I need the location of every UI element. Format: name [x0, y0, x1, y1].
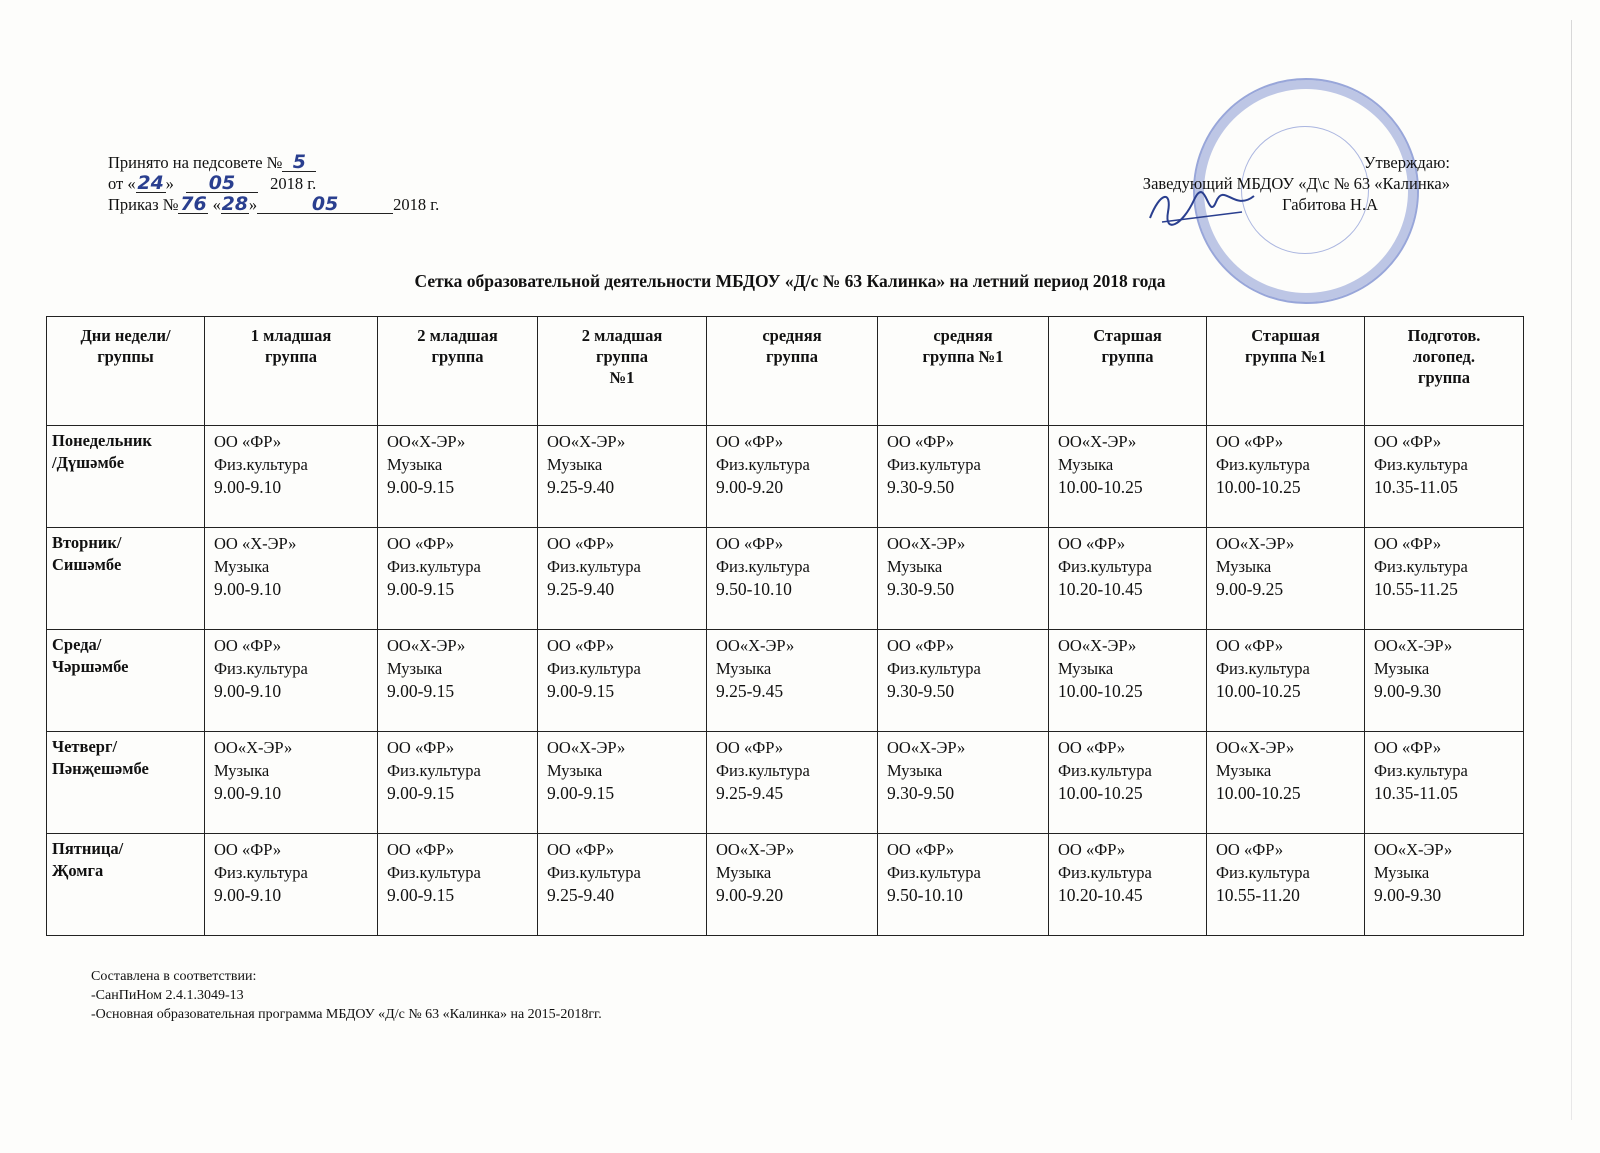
- schedule-cell: [878, 426, 1049, 528]
- activity-area: ОО «ФР»: [547, 534, 615, 553]
- order-number-field: [178, 194, 208, 214]
- activity-name: Музыка: [547, 761, 603, 780]
- activity-area: ОО «ФР»: [1374, 534, 1442, 553]
- activity-name: Физ.культура: [716, 557, 810, 576]
- activity-area: ОО«Х-ЭР»: [547, 738, 626, 757]
- activity-area: ОО «ФР»: [214, 840, 282, 859]
- schedule-cell: [878, 732, 1049, 834]
- date-prefix: от «: [108, 174, 136, 193]
- header-days: Дни недели/ группы: [47, 317, 205, 426]
- activity-name: Музыка: [1216, 761, 1272, 780]
- activity-time: 10.20-10.45: [1058, 885, 1143, 905]
- activity-name: Музыка: [387, 455, 443, 474]
- approver-position: Заведующий МБДОУ «Д\с № 63 «Калинка»: [1142, 174, 1450, 193]
- activity-area: ОО «ФР»: [1216, 840, 1284, 859]
- activity-time: 10.35-11.05: [1374, 783, 1458, 803]
- schedule-cell: [1365, 732, 1524, 834]
- activity-name: Музыка: [887, 761, 943, 780]
- header-group: Подготов. логопед. группа: [1365, 317, 1524, 426]
- activity-name: Музыка: [214, 761, 270, 780]
- activity-area: ОО «ФР»: [887, 840, 955, 859]
- activity-name: Музыка: [1374, 659, 1430, 678]
- activity-name: Музыка: [1058, 455, 1114, 474]
- schedule-cell: [205, 630, 378, 732]
- schedule-cell: [878, 834, 1049, 936]
- schedule-cell: [538, 426, 707, 528]
- activity-area: ОО«Х-ЭР»: [1374, 840, 1453, 859]
- activity-time: 9.25-9.45: [716, 681, 784, 701]
- activity-name: Физ.культура: [1058, 761, 1152, 780]
- activity-time: 9.00-9.20: [716, 885, 784, 905]
- month-field: [186, 173, 258, 193]
- activity-name: Музыка: [887, 557, 943, 576]
- activity-area: ОО «Х-ЭР»: [214, 534, 297, 553]
- approval-block: [1070, 152, 1450, 215]
- activity-time: 9.00-9.20: [716, 477, 784, 497]
- schedule-cell: [205, 528, 378, 630]
- schedule-cell: [707, 426, 878, 528]
- activity-time: 9.00-9.15: [387, 477, 455, 497]
- schedule-cell: [707, 732, 878, 834]
- activity-name: Физ.культура: [387, 557, 481, 576]
- activity-time: 10.55-11.25: [1374, 579, 1458, 599]
- activity-name: Музыка: [1058, 659, 1114, 678]
- header-group: 1 младшая группа: [205, 317, 378, 426]
- activity-time: 10.00-10.25: [1058, 783, 1143, 803]
- activity-area: ОО «ФР»: [1058, 738, 1126, 757]
- activity-area: ОО «ФР»: [716, 534, 784, 553]
- schedule-cell: [1365, 528, 1524, 630]
- activity-area: ОО«Х-ЭР»: [1058, 432, 1137, 451]
- activity-time: 9.25-9.45: [716, 783, 784, 803]
- schedule-cell: [1365, 630, 1524, 732]
- activity-name: Музыка: [1374, 863, 1430, 882]
- activity-area: ОО«Х-ЭР»: [1058, 636, 1137, 655]
- schedule-cell: [378, 732, 538, 834]
- protocol-number: 5: [292, 151, 306, 173]
- order-label: Приказ №: [108, 195, 179, 214]
- table-row: [47, 528, 1524, 630]
- schedule-cell: [1365, 426, 1524, 528]
- activity-name: Физ.культура: [887, 863, 981, 882]
- activity-time: 10.55-11.20: [1216, 885, 1300, 905]
- header-group: Старшая группа: [1049, 317, 1207, 426]
- approval-label: Утверждаю:: [1363, 153, 1450, 172]
- schedule-table: [46, 316, 1524, 936]
- header-group: 2 младшая группа: [378, 317, 538, 426]
- footer-notes: [91, 967, 602, 1024]
- activity-time: 9.30-9.50: [887, 477, 955, 497]
- activity-area: ОО«Х-ЭР»: [716, 636, 795, 655]
- date-month: 05: [208, 172, 236, 194]
- schedule-cell: [1049, 528, 1207, 630]
- activity-name: Физ.культура: [1374, 761, 1468, 780]
- activity-name: Физ.культура: [1058, 863, 1152, 882]
- header-group: средняя группа №1: [878, 317, 1049, 426]
- order-quote-close: »: [248, 195, 258, 214]
- activity-area: ОО«Х-ЭР»: [1216, 738, 1295, 757]
- activity-area: ОО «ФР»: [387, 534, 455, 553]
- activity-area: ОО «ФР»: [547, 840, 615, 859]
- header-group: средняя группа: [707, 317, 878, 426]
- activity-area: ОО «ФР»: [1216, 636, 1284, 655]
- activity-time: 9.00-9.10: [214, 579, 282, 599]
- schedule-cell: [378, 834, 538, 936]
- activity-time: 10.00-10.25: [1216, 681, 1301, 701]
- activity-time: 9.00-9.15: [387, 783, 455, 803]
- schedule-cell: [538, 528, 707, 630]
- activity-area: ОО «ФР»: [1058, 840, 1126, 859]
- footer-line: -СанПиНом 2.4.1.3049-13: [91, 988, 244, 1003]
- activity-name: Музыка: [214, 557, 270, 576]
- schedule-cell: [1049, 732, 1207, 834]
- schedule-cell: [1207, 426, 1365, 528]
- activity-area: ОО «ФР»: [214, 636, 282, 655]
- day-cell: Понедельник /Дүшәмбе: [47, 426, 205, 528]
- activity-time: 9.00-9.15: [547, 783, 615, 803]
- activity-area: ОО«Х-ЭР»: [1216, 534, 1295, 553]
- activity-name: Музыка: [716, 863, 772, 882]
- activity-area: ОО«Х-ЭР»: [716, 840, 795, 859]
- activity-time: 9.30-9.50: [887, 783, 955, 803]
- schedule-cell: [878, 630, 1049, 732]
- schedule-cell: [1049, 834, 1207, 936]
- schedule-cell: [707, 630, 878, 732]
- activity-area: ОО «ФР»: [887, 636, 955, 655]
- schedule-cell: [378, 630, 538, 732]
- activity-area: ОО«Х-ЭР»: [387, 636, 466, 655]
- activity-time: 9.25-9.40: [547, 477, 615, 497]
- table-row: [47, 732, 1524, 834]
- activity-name: Физ.культура: [1374, 455, 1468, 474]
- schedule-cell: [1207, 732, 1365, 834]
- activity-time: 10.35-11.05: [1374, 477, 1458, 497]
- activity-name: Физ.культура: [214, 659, 308, 678]
- activity-area: ОО «ФР»: [214, 432, 282, 451]
- activity-name: Музыка: [716, 659, 772, 678]
- activity-area: ОО«Х-ЭР»: [214, 738, 293, 757]
- document-title: Сетка образовательной деятельности МБДОУ «Д/с № 63 Калинка» на летний период 2018 года: [414, 271, 1166, 291]
- header-group: 2 младшая группа №1: [538, 317, 707, 426]
- order-day-field: [221, 194, 249, 214]
- activity-time: 9.00-9.15: [387, 885, 455, 905]
- acceptance-line-3: [108, 194, 439, 215]
- activity-time: 9.00-9.10: [214, 477, 282, 497]
- activity-time: 9.30-9.50: [887, 681, 955, 701]
- footer-line: Составлена в соответствии:: [91, 969, 257, 984]
- table-header-row: [47, 317, 1524, 426]
- activity-time: 10.20-10.45: [1058, 579, 1143, 599]
- activity-name: Физ.культура: [547, 659, 641, 678]
- activity-area: ОО «ФР»: [716, 432, 784, 451]
- activity-name: Физ.культура: [1216, 863, 1310, 882]
- activity-time: 9.50-10.10: [716, 579, 792, 599]
- schedule-cell: [205, 834, 378, 936]
- activity-time: 9.00-9.15: [387, 579, 455, 599]
- activity-name: Физ.культура: [887, 659, 981, 678]
- activity-name: Физ.культура: [716, 455, 810, 474]
- schedule-cell: [378, 528, 538, 630]
- schedule-cell: [378, 426, 538, 528]
- activity-name: Физ.культура: [887, 455, 981, 474]
- schedule-cell: [1049, 426, 1207, 528]
- activity-name: Музыка: [547, 455, 603, 474]
- activity-area: ОО «ФР»: [1058, 534, 1126, 553]
- activity-area: ОО «ФР»: [887, 432, 955, 451]
- activity-name: Музыка: [1216, 557, 1272, 576]
- schedule-cell: [205, 732, 378, 834]
- activity-time: 10.00-10.25: [1216, 783, 1301, 803]
- activity-area: ОО «ФР»: [1216, 432, 1284, 451]
- activity-area: ОО«Х-ЭР»: [887, 738, 966, 757]
- activity-time: 9.00-9.10: [214, 681, 282, 701]
- protocol-number-field: [282, 152, 316, 172]
- scan-edge-line: [1571, 20, 1572, 1120]
- order-month: 05: [311, 193, 339, 215]
- activity-name: Физ.культура: [387, 863, 481, 882]
- activity-area: ОО «ФР»: [1374, 432, 1442, 451]
- footer-line: -Основная образовательная программа МБДОУ «Д/с № 63 «Калинка» на 2015-2018гг.: [91, 1007, 602, 1022]
- schedule-cell: [878, 528, 1049, 630]
- activity-area: ОО «ФР»: [716, 738, 784, 757]
- activity-name: Физ.культура: [214, 455, 308, 474]
- schedule-cell: [538, 732, 707, 834]
- date-quote: »: [165, 174, 174, 193]
- acceptance-block: [108, 152, 439, 215]
- date-year: 2018 г.: [270, 174, 317, 193]
- schedule-cell: [707, 528, 878, 630]
- activity-name: Физ.культура: [1216, 455, 1310, 474]
- order-quote-open: «: [212, 195, 221, 214]
- day-field: [136, 173, 166, 193]
- activity-area: ОО«Х-ЭР»: [387, 432, 466, 451]
- activity-name: Физ.культура: [547, 863, 641, 882]
- day-cell: Пятница/ Җомга: [47, 834, 205, 936]
- activity-area: ОО«Х-ЭР»: [887, 534, 966, 553]
- schedule-cell: [538, 630, 707, 732]
- activity-name: Физ.культура: [1216, 659, 1310, 678]
- schedule-cell: [1365, 834, 1524, 936]
- table-row: [47, 834, 1524, 936]
- day-cell: Среда/ Чәршәмбе: [47, 630, 205, 732]
- activity-area: ОО«Х-ЭР»: [547, 432, 626, 451]
- order-day: 28: [221, 193, 249, 215]
- activity-time: 10.00-10.25: [1058, 477, 1143, 497]
- activity-area: ОО «ФР»: [387, 738, 455, 757]
- table-row: [47, 426, 1524, 528]
- activity-name: Физ.культура: [1374, 557, 1468, 576]
- activity-time: 10.00-10.25: [1216, 477, 1301, 497]
- activity-time: 9.30-9.50: [887, 579, 955, 599]
- activity-time: 9.25-9.40: [547, 885, 615, 905]
- schedule-cell: [1207, 528, 1365, 630]
- activity-area: ОО «ФР»: [387, 840, 455, 859]
- activity-time: 9.00-9.30: [1374, 681, 1442, 701]
- activity-time: 9.50-10.10: [887, 885, 963, 905]
- schedule-cell: [1207, 630, 1365, 732]
- acceptance-label: Принято на педсовете №: [108, 153, 283, 172]
- day-cell: Четверг/ Пәнҗешәмбе: [47, 732, 205, 834]
- table-row: [47, 630, 1524, 732]
- acceptance-line-1: [108, 152, 439, 173]
- activity-name: Физ.культура: [547, 557, 641, 576]
- activity-time: 9.00-9.10: [214, 885, 282, 905]
- activity-area: ОО «ФР»: [547, 636, 615, 655]
- activity-name: Физ.культура: [716, 761, 810, 780]
- order-year: 2018 г.: [393, 195, 440, 214]
- activity-name: Физ.культура: [214, 863, 308, 882]
- header-group: Старшая группа №1: [1207, 317, 1365, 426]
- acceptance-line-2: [108, 173, 439, 194]
- activity-time: 9.00-9.25: [1216, 579, 1284, 599]
- day-cell: Вторник/ Сишәмбе: [47, 528, 205, 630]
- activity-time: 9.00-9.10: [214, 783, 282, 803]
- activity-time: 9.00-9.30: [1374, 885, 1442, 905]
- schedule-cell: [1207, 834, 1365, 936]
- activity-time: 9.00-9.15: [547, 681, 615, 701]
- activity-area: ОО «ФР»: [1374, 738, 1442, 757]
- schedule-cell: [205, 426, 378, 528]
- date-day: 24: [137, 172, 164, 194]
- activity-name: Физ.культура: [387, 761, 481, 780]
- approver-name: Габитова Н.А: [1282, 195, 1378, 214]
- activity-name: Физ.культура: [1058, 557, 1152, 576]
- order-number: 76: [180, 193, 207, 215]
- order-month-field: [257, 194, 393, 214]
- schedule-cell: [707, 834, 878, 936]
- activity-time: 9.25-9.40: [547, 579, 615, 599]
- activity-time: 10.00-10.25: [1058, 681, 1143, 701]
- schedule-cell: [1049, 630, 1207, 732]
- activity-time: 9.00-9.15: [387, 681, 455, 701]
- schedule-cell: [538, 834, 707, 936]
- activity-area: ОО«Х-ЭР»: [1374, 636, 1453, 655]
- activity-name: Музыка: [387, 659, 443, 678]
